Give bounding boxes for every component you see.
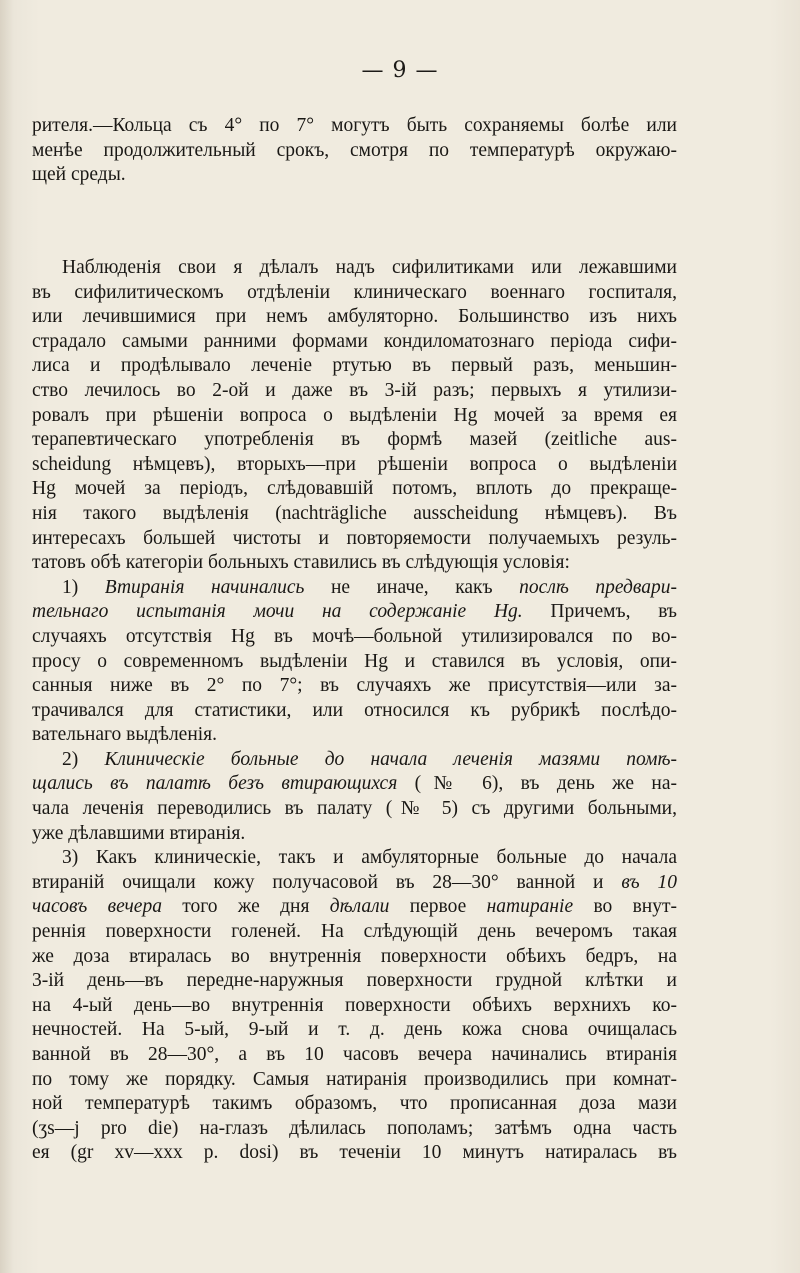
text-line: рителя.—Кольца съ 4° по 7° могутъ быть сохраняемы болѣе или <box>32 115 677 136</box>
text-line: вательнаго выдѣленія. <box>32 724 218 746</box>
item-2-line: щались въ палатѣ безъ втирающихся (№ 6), въ день же на- <box>32 773 677 795</box>
item-1-line: тельнаго испытанія мочи на содержаніе Hg. Причемъ, въ <box>32 601 677 623</box>
paragraph-continuation <box>32 114 677 188</box>
text-line: щей среды. <box>32 164 126 186</box>
text-line: ея (gr xv—xxx p. dosi) въ теченіи 10 минутъ натиралась въ <box>32 1142 677 1164</box>
text-line: нія такого выдѣленія (nachträgliche ausscheidung нѣмцевъ). Въ <box>32 502 677 524</box>
text-line: чала леченія переводились въ палату (№ 5) съ другими больными, <box>32 798 677 820</box>
text-line: трачивался для статистики, или относился къ рубрикѣ послѣдо- <box>32 699 677 721</box>
item-3-line: 3) Какъ клиническіе, такъ и амбуляторные больные до начала <box>62 847 677 869</box>
text-line: ство лечилось во 2-ой и даже въ 3-ій разъ; первыхъ я утилизи- <box>32 379 677 401</box>
text-line: реннія поверхности голеней. На слѣдующій день вечеромъ такая <box>32 921 677 943</box>
text-line: просу о современномъ выдѣленіи Hg и ставился въ условія, опи- <box>32 650 677 672</box>
item-3-line: втираній очищали кожу получасовой въ 28—30° ванной и въ 10 <box>32 871 677 893</box>
text-line: ванной въ 28—30°, а въ 10 часовъ вечера начинались втиранія <box>32 1044 677 1065</box>
text-line: страдало самыми ранними формами кондиломатознаго періода сифи- <box>32 330 677 352</box>
text-line: по тому же порядку. Самыя натиранія производились при комнат- <box>32 1068 677 1090</box>
text-line: уже дѣлавшими втиранія. <box>32 822 246 844</box>
text-line: менѣе продолжительный срокъ, смотря по температурѣ окружаю- <box>32 139 677 161</box>
text-line: Hg мочей за періодъ, слѣдовавшій потомъ, вплоть до прекраще- <box>32 478 677 500</box>
text-line: (ʒs—j pro die) на-глазъ дѣлилась пополамъ; затѣмъ одна часть <box>32 1117 677 1139</box>
text-line: интересахъ большей чистоты и повторяемости получаемыхъ резуль- <box>32 527 677 549</box>
page-number: — 9 — <box>361 58 439 83</box>
item-3-line: часовъ вечера того же дня дѣлали первое натираніе во внут- <box>32 896 677 918</box>
item-1-line: 1) Втиранія начинались не иначе, какъ послѣ предвари- <box>62 576 677 598</box>
text-line: или лечившимися при немъ амбуляторно. Большинство изъ нихъ <box>32 306 677 328</box>
text-line: ровалъ при рѣшеніи вопроса о выдѣленіи Hg мочей за время ея <box>32 404 677 426</box>
text-line: Наблюденія свои я дѣлалъ надъ сифилитиками или лежавшими <box>62 257 677 278</box>
text-line: случаяхъ отсутствія Hg въ мочѣ—больной утилизировался по во- <box>32 625 677 647</box>
text-line: нечностей. На 5-ый, 9-ый и т. д. день кожа снова очищалась <box>32 1019 677 1041</box>
text-line: scheidung нѣмцевъ), вторыхъ—при рѣшеніи вопроса о выдѣленіи <box>32 453 677 475</box>
text-line: санныя ниже въ 2° по 7°; въ случаяхъ же присутствія—или за- <box>32 675 677 697</box>
text-line: ной температурѣ такимъ образомъ, что прописанная доза мази <box>32 1093 677 1115</box>
text-line: 3-ій день—въ передне-наружныя поверхности грудной клѣтки и <box>32 970 677 992</box>
text-line: терапевтическаго употребленія въ формѣ мазей (zeitliche aus- <box>32 429 677 451</box>
paragraph-observations <box>32 256 677 1166</box>
item-2-line: 2) Клиническіе больные до начала леченія мазями помѣ- <box>62 748 677 770</box>
text-line: же доза втиралась во внутреннія поверхности обѣихъ бедръ, на <box>32 945 677 967</box>
text-line: въ сифилитическомъ отдѣленіи клиническаго военнаго госпиталя, <box>32 281 677 303</box>
text-line: лиса и продѣлывало леченіе ртутью въ первый разъ, меньшин- <box>32 355 677 377</box>
text-line: на 4-ый день—во внутреннія поверхности обѣихъ верхнихъ ко- <box>32 994 677 1016</box>
text-line: татовъ обѣ категоріи больныхъ ставились въ слѣдующія условія: <box>32 552 570 574</box>
